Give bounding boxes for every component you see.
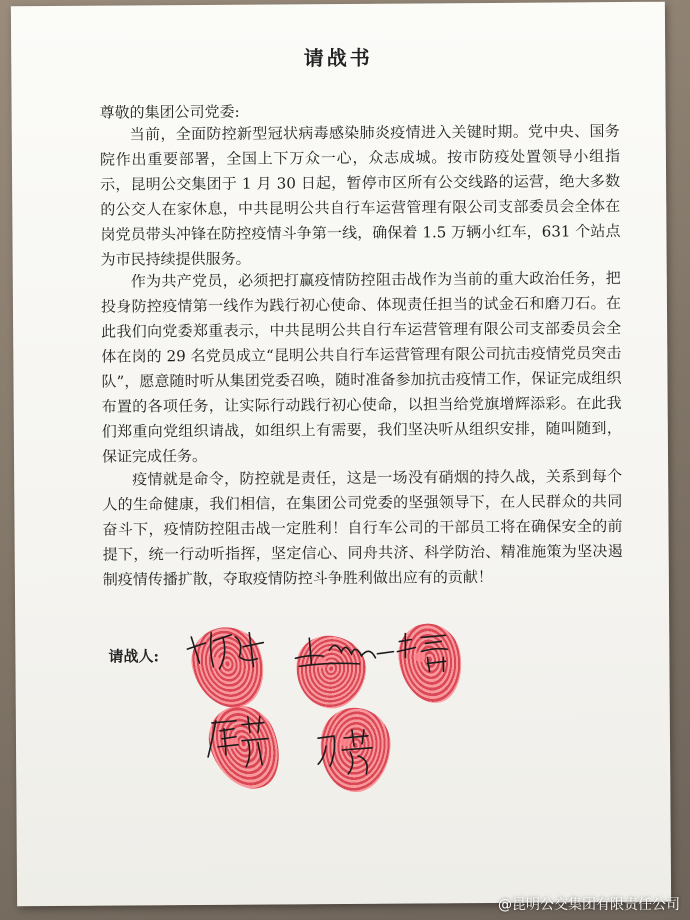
petition-paper xyxy=(11,2,671,907)
paragraph-2: 作为共产党员，必须把打赢疫情防控阻击战作为当前的重大政治任务，把投身防控疫情第一线作为践行初心使命、体现责任担当的试金石和磨刀石。在此我们向党委郑重表示，中共昆明公共自行车运营管理有限公司支部委员会全体在岗的 29 名党员成立“昆明公共自行车运营管理有限公司抗击疫情党员突击队”，愿意随时听从集团党委召唤，随时准备参加抗击疫情工作，保证完成组织布置的各项任务，让实际行动践行初心使命，以担当给党旗增辉添彩。在此我们郑重向党组织请战，如组织上有需要，我们坚决听从组织安排，随叫随到，保证完成任务。 xyxy=(100,269,622,466)
signature-1 xyxy=(183,622,273,683)
paragraph-1: 当前，全面防控新型冠状病毒感染肺炎疫情进入关键时期。党中央、国务院作出重要部署，全国上下万众一心，众志成城。按市防疫处置领导小组指示，昆明公交集团于 1 月 30 日起，暂停市区所有公交线路的运营，绝大多数的公交人在家休息，中共昆明公共自行车运营管理有限公司支部委员会全体在岗党员带头冲锋在防控疫情斗争第一线，确保着 1.5 万辆小红车，631 个站点为市民持续提供服务。 xyxy=(99,122,621,269)
signer-label: 请战人: xyxy=(108,647,160,666)
paragraph-3: 疫情就是命令，防控就是责任，这是一场没有硝烟的持久战，关系到每个人的生命健康，我们相信，在集团公司党委的坚强领导下，在人民群众的共同奋斗下，疫情防控阻击战一定胜利！自行车公司的干部员工将在确保安全的前提下，统一行动听指挥，坚定信心、同舟共济、科学防治、精准施策为坚决遏制疫情传播扩散，夺取疫情防控斗争胜利做出应有的贡献！ xyxy=(102,467,623,589)
signature-3 xyxy=(391,627,461,683)
signature-2 xyxy=(289,628,399,679)
signature-5 xyxy=(312,724,382,780)
signature-4 xyxy=(202,710,282,775)
source-watermark: @昆明公交集团有限责任公司 xyxy=(498,897,680,913)
salutation: 尊敬的集团公司党委: xyxy=(99,102,240,122)
document-title: 请战书 xyxy=(303,45,373,71)
